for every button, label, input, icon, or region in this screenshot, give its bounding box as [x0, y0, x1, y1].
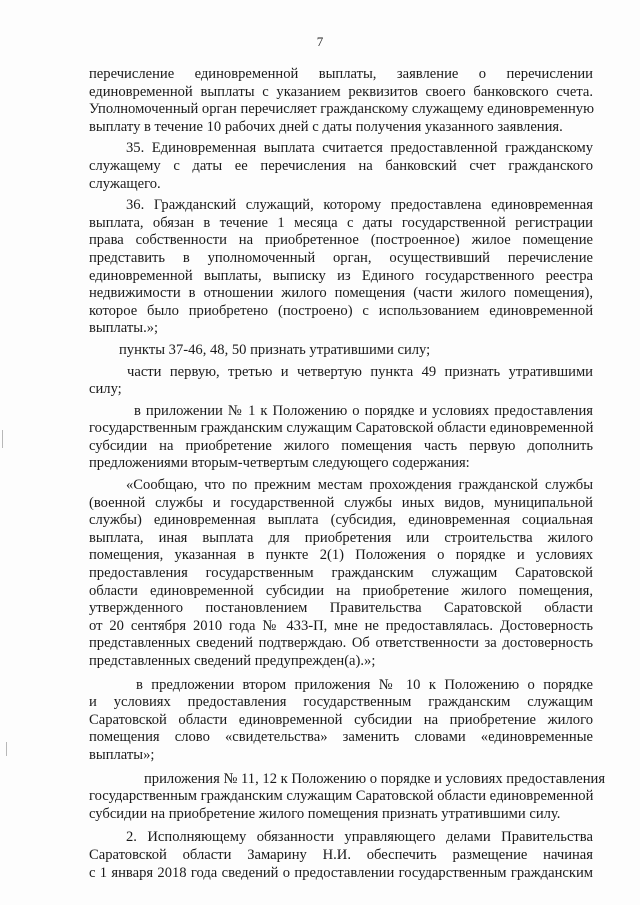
text-line: приложения № 11, 12 к Положению о порядке и условиях предоставления — [144, 770, 606, 787]
text-line: государственным гражданским служащим Саратовской области единовременной — [89, 788, 594, 805]
text-line: предложениями вторым-четвертым следующего содержания: — [89, 455, 470, 472]
text-line: области единовременной субсидии на приобретение жилого помещения, — [89, 582, 593, 599]
text-line: 36. Гражданский служащий, которому предоставлена единовременная — [126, 197, 593, 214]
text-line: помещения, указанная в пункте 2(1) Положения о порядке и условиях — [89, 547, 593, 564]
text-line: единовременной выплаты, выписку из Единого государственного реестра — [89, 267, 593, 284]
text-line: субсидии на приобретение жилого помещения часть первую дополнить — [89, 437, 593, 454]
text-line: «Сообщаю, что по прежним местам прохождения гражданской службы — [126, 477, 593, 494]
text-line: Саратовской области Замарину Н.И. обеспечить размещение начиная — [89, 846, 593, 863]
text-line: выплату в течение 10 рабочих дней с даты получения указанного заявления. — [89, 118, 563, 135]
text-line: Уполномоченный орган перечисляет гражданскому служащему единовременную — [89, 101, 594, 118]
margin-mark — [6, 742, 7, 756]
text-line: перечисление единовременной выплаты, заявление о перечислении — [89, 66, 593, 82]
text-line: выплата, обязан в течение 1 месяца с даты государственной регистрации — [89, 214, 593, 231]
text-line: 35. Единовременная выплата считается предоставленной гражданскому — [126, 140, 593, 157]
text-line: с 1 января 2018 года сведений о предоставлении государственным гражданским — [89, 864, 593, 881]
text-line: которое было приобретено (построено) с использованием единовременной — [89, 302, 593, 319]
text-line: службы) единовременная выплата (субсидия, единовременная социальная — [89, 512, 593, 529]
text-line: пункты 37-46, 48, 50 признать утратившими силу; — [119, 341, 431, 358]
text-line: выплата, иная выплата для приобретения или строительства жилого — [89, 529, 593, 546]
text-line: помещения слово «свидетельства» заменить словами «единовременные — [89, 729, 593, 746]
text-line: служащему с даты ее перечисления на банковский счет гражданского — [89, 157, 593, 174]
text-line: представить в уполномоченный орган, осуществивший перечисление — [89, 249, 593, 266]
text-line: предоставления государственным гражданским служащим Саратовской — [89, 565, 593, 582]
page-number: 7 — [316, 34, 324, 49]
text-line: силу; — [89, 381, 122, 398]
text-line: в предложении втором приложения № 10 к Положению о порядке — [136, 676, 593, 693]
text-line: представленных сведений предупрежден(а).»; — [89, 653, 376, 669]
document-body — [89, 66, 606, 882]
text-line: утвержденного постановлением Правительства Саратовской области — [89, 600, 593, 617]
text-line: от 20 сентября 2010 года № 433-П, мне не предоставлялась. Достоверность — [89, 617, 593, 634]
text-line: 2. Исполняющему обязанности управляющего делами Правительства — [126, 829, 593, 846]
text-line: Саратовской области единовременной субсидии на приобретение жилого — [89, 711, 593, 728]
text-line: служащего. — [89, 175, 161, 192]
text-line: части первую, третью и четвертую пункта 49 признать утратившими — [127, 363, 593, 380]
text-line: в приложении № 1 к Положению о порядке и условиях предоставления — [134, 402, 593, 419]
text-line: единовременной выплаты с указанием реквизитов своего банковского счета. — [89, 83, 593, 100]
text-line: (военной службы и государственной службы иных видов, муниципальной — [89, 494, 593, 511]
text-line: недвижимости в отношении жилого помещения (части жилого помещения), — [89, 285, 593, 302]
text-line: и условиях предоставления государственным гражданским служащим — [89, 694, 593, 711]
text-line: представленных сведений подтверждаю. Об ответственности за достоверность — [89, 635, 593, 652]
text-line: права собственности на приобретенное (построенное) жилое помещение — [89, 232, 593, 249]
margin-mark — [2, 430, 3, 448]
text-line: субсидии на приобретение жилого помещения признать утратившими силу. — [89, 805, 561, 822]
text-line: выплаты»; — [89, 746, 155, 763]
text-line: выплаты.»; — [89, 320, 159, 337]
text-line: государственным гражданским служащим Саратовской области единовременной — [89, 420, 594, 437]
